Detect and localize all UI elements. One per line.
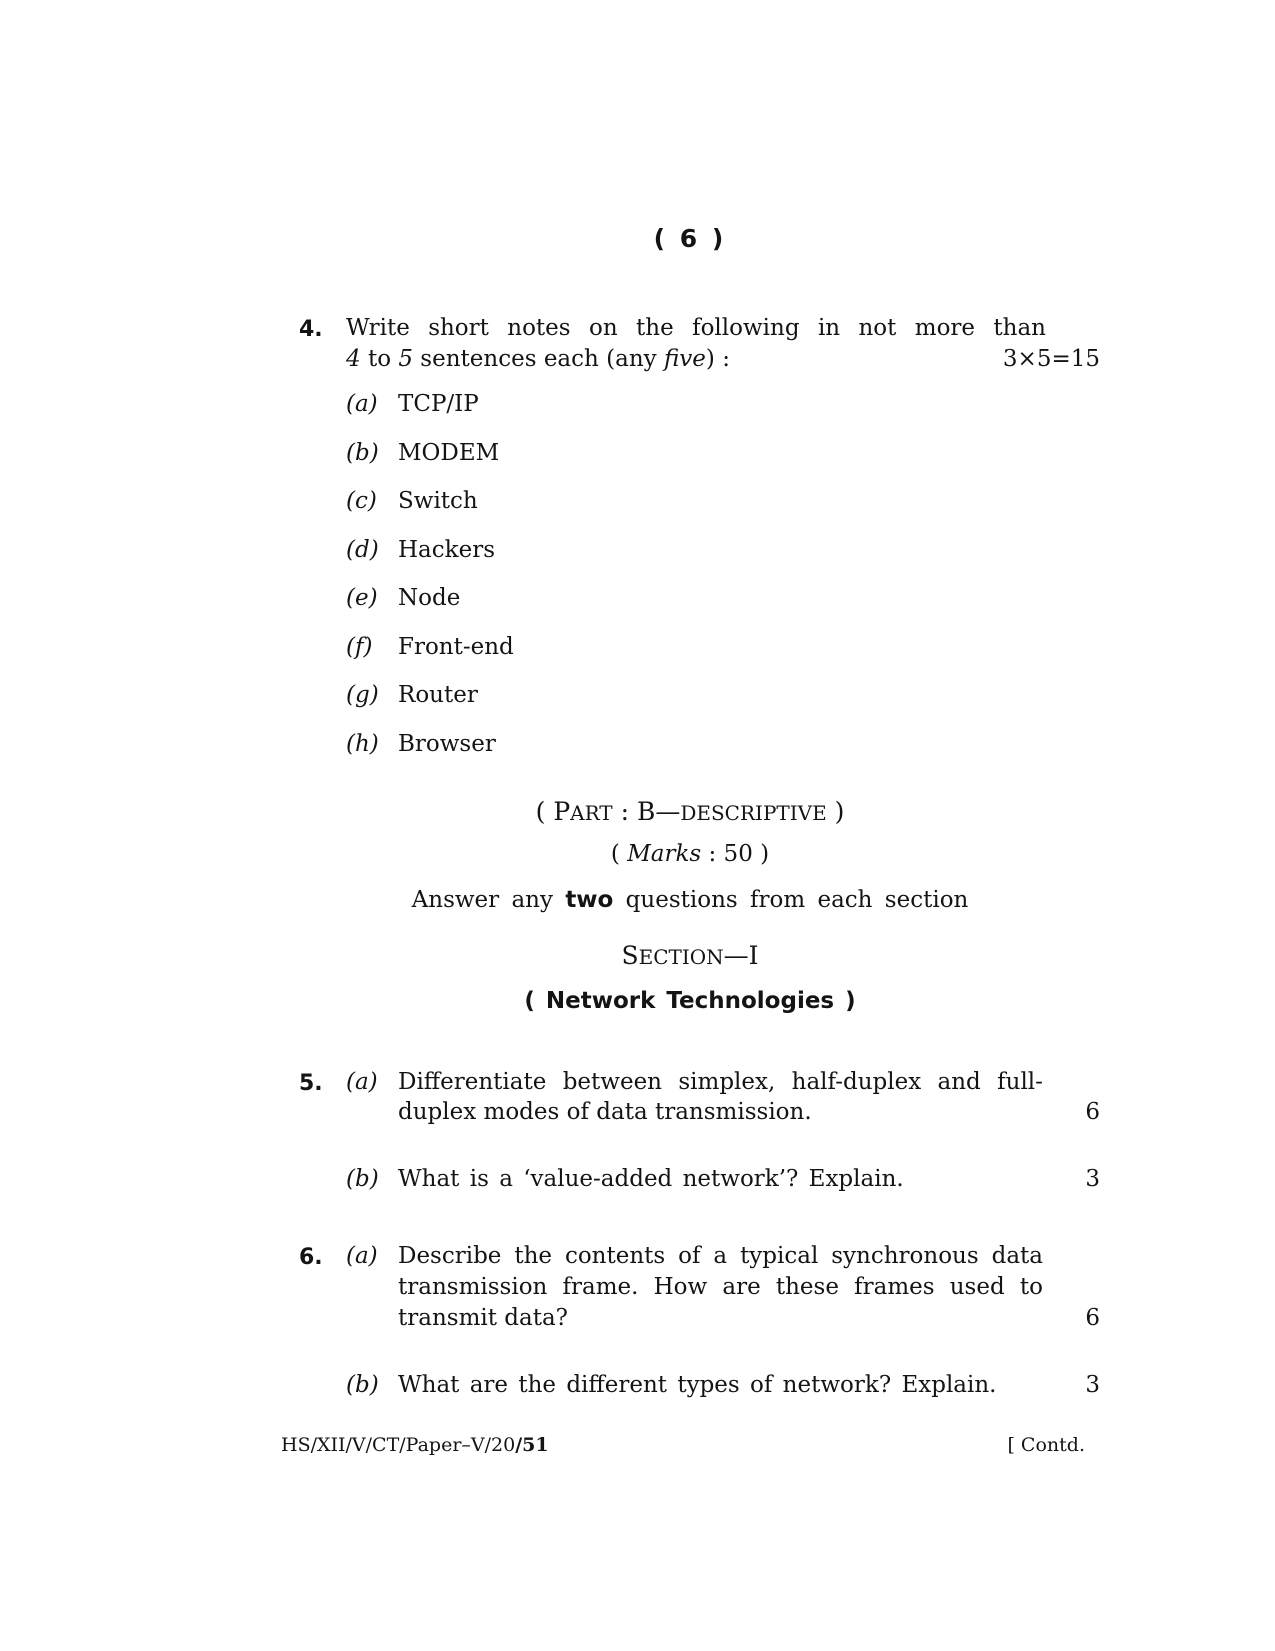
word: synchronous [831,1243,979,1269]
part-descriptive: DESCRIPTIVE [680,801,827,825]
question-number-5: 5. [299,1071,323,1096]
word: half-duplex [791,1069,922,1095]
word: are [722,1274,761,1300]
q6-b-marks: 3 [1085,1372,1100,1398]
q5-b-label: (b) [346,1166,379,1192]
paper-code-text: HS/XII/V/CT/Paper–V/20 [281,1434,516,1456]
word: these [775,1274,839,1300]
marks-open: ( [610,841,628,867]
q4-item-text: Router [398,682,478,708]
word: short [428,315,489,341]
part-b-marks [0,841,1275,867]
question-number-4: 4. [299,317,323,342]
word: of [678,1243,701,1269]
q4-text: ) : [705,346,730,372]
word: to [1019,1274,1043,1300]
q6-a-line-1 [398,1241,1043,1272]
word: more [914,315,976,341]
question-4-line-2 [346,344,730,375]
word: in [817,315,841,341]
section-title [0,941,1275,970]
q4-item-text: Hackers [398,536,495,563]
word: notes [507,315,571,341]
part-open: ( [535,797,554,826]
word: typical [740,1243,819,1269]
q4-item-text: Switch [398,488,478,514]
q5-b-text: What is a ‘value-added network’? Explain. [398,1166,904,1192]
word: full- [997,1069,1043,1095]
word: the [636,315,674,341]
q5-b-marks: 3 [1085,1166,1100,1192]
marks-label: Marks [627,841,702,867]
q4-text: sentences each (any [413,346,664,372]
marks-value: : 50 ) [701,841,770,867]
word: the [514,1243,553,1269]
word: and [937,1069,981,1095]
q4-item-label: (a) [346,391,378,417]
word: transmission [398,1274,548,1300]
word: frame. [562,1274,639,1300]
word: frames [854,1274,935,1300]
q6-b-text: What are the different types of network? Explain. [398,1372,997,1398]
paper-code [281,1434,549,1456]
instruction-emphasis: two [565,887,614,913]
word: data [991,1243,1043,1269]
question-4-marks: 3×5=15 [1002,346,1100,372]
continued-label: [ Contd. [1007,1434,1085,1456]
word: How [653,1274,708,1300]
word: not [858,315,897,341]
q4-count-end: 5 [398,346,413,372]
q6-b-label: (b) [346,1372,379,1398]
q4-count-start: 4 [346,346,361,372]
q4-item-label: (f) [346,633,373,660]
instruction-text: questions from each section [613,887,969,913]
section-rest: ECTION [638,945,724,969]
word: Differentiate [398,1069,547,1095]
word: Write [346,315,410,341]
part-close: ) [826,797,845,826]
q4-item-text: Front-end [398,633,514,660]
word: used [949,1274,1005,1300]
word: following [692,315,800,341]
q6-a-line-3: transmit data? [398,1305,569,1331]
section-subtitle: ( Network Technologies ) [524,988,856,1014]
q4-item-label: (d) [346,536,379,563]
q4-item-text: TCP/IP [398,391,479,417]
q4-item-label: (g) [346,682,379,708]
word: than [993,315,1046,341]
paper-code-number: /51 [515,1434,549,1456]
part-b-title [0,797,1275,826]
page-number: ( 6 ) [653,224,727,253]
section-number: —I [723,941,759,970]
word: Describe [398,1243,502,1269]
q5-a-marks: 6 [1085,1099,1100,1125]
word: on [588,315,618,341]
q4-item-text: Node [398,585,461,611]
q4-item-label: (c) [346,488,377,514]
word: a [713,1243,728,1269]
part-label-initial: P [553,797,571,826]
q4-item-text: Browser [398,730,496,757]
question-4-line-1 [346,313,1046,344]
word: simplex, [678,1069,776,1095]
question-number-6: 6. [299,1245,323,1270]
q5-a-label: (a) [346,1069,378,1095]
q4-item-text: MODEM [398,439,500,466]
q4-text: to [360,346,399,372]
q6-a-label: (a) [346,1243,378,1269]
q4-any-count: five [663,346,706,372]
q5-a-line-1 [398,1067,1043,1098]
q6-a-line-2 [398,1272,1043,1303]
q4-item-label: (e) [346,585,378,611]
section-initial: S [621,941,639,970]
q5-a-line-2: duplex modes of data transmission. [398,1099,812,1125]
instruction [0,887,1275,913]
word: contents [564,1243,666,1269]
instruction-text: Answer any [411,887,566,913]
q4-item-label: (b) [346,439,379,466]
part-label-rest: ART [570,801,613,825]
q4-item-label: (h) [346,730,379,757]
part-letter: : B— [612,797,681,826]
word: between [562,1069,662,1095]
q6-a-marks: 6 [1085,1305,1100,1331]
